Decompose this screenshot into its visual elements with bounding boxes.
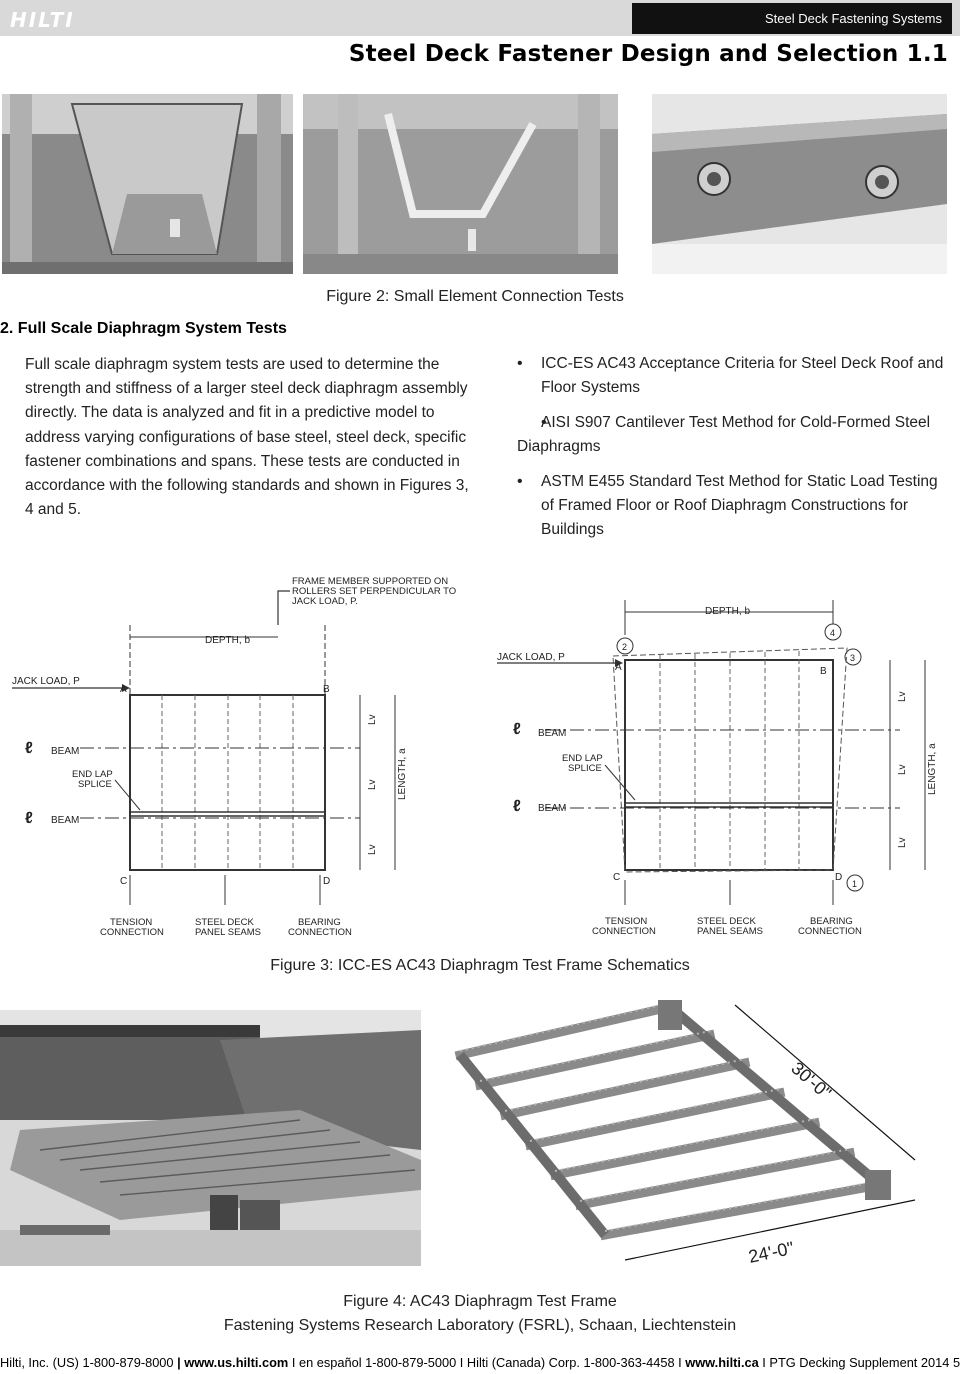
end-lap-label: SPLICE <box>78 779 112 790</box>
test-frame-render <box>440 995 960 1275</box>
node-label: 4 <box>830 628 836 638</box>
footer-link-ca[interactable]: www.hilti.ca <box>685 1355 759 1370</box>
corner-d-label: D <box>323 876 331 887</box>
frame-note-line: FRAME MEMBER SUPPORTED ON <box>292 576 449 587</box>
centerline-symbol: ℓ <box>25 810 33 827</box>
jack-load-label: JACK LOAD, P <box>12 676 80 687</box>
bearing-label: CONNECTION <box>288 927 352 938</box>
lv-label: Lv <box>367 714 378 725</box>
hilti-logo: HILTI <box>10 8 75 32</box>
connection-test-photo-3 <box>652 94 947 274</box>
footer <box>0 1355 960 1370</box>
lv-label: Lv <box>897 837 908 848</box>
beam-label: BEAM <box>51 815 80 826</box>
bearing-label: BEARING <box>298 917 341 928</box>
tension-label: TENSION <box>110 917 153 928</box>
section-paragraph: Full scale diaphragm system tests are used to determine the strength and stiffness of a larger steel deck diaphragm assembly directly. The data is analyzed and fit in a predictive model to address varying configurations of base steel, steel deck, specific fastener combinations and spans. These tests are conducted in accordance with the following standards and shown in Figures 3, 4 and 5. <box>25 356 469 519</box>
figure4-caption-line: Figure 4: AC43 Diaphragm Test Frame <box>343 1293 617 1310</box>
connection-test-photo-1 <box>2 94 293 274</box>
node-label: 3 <box>850 653 856 663</box>
node-label: 2 <box>622 642 628 652</box>
standard-item: • AISI S907 Cantilever Test Method for Cold-Formed Steel Diaphragms <box>517 411 947 459</box>
jack-load-label: JACK LOAD, P <box>497 652 565 663</box>
schematic-right <box>485 590 960 945</box>
tension-label: CONNECTION <box>100 927 164 938</box>
lv-label: Lv <box>367 844 378 855</box>
footer-us-phone: Hilti, Inc. (US) 1-800-879-8000 <box>0 1355 178 1370</box>
end-lap-label: SPLICE <box>568 763 602 774</box>
footer-link-us[interactable]: www.us.hilti.com <box>180 1355 292 1370</box>
corner-b-label: B <box>323 684 330 695</box>
end-lap-label: END LAP <box>562 753 603 764</box>
page-title: Steel Deck Fastener Design and Selection 1.1 <box>348 41 948 67</box>
tension-label: CONNECTION <box>592 926 656 937</box>
figure2-caption: Figure 2: Small Element Connection Tests <box>326 288 624 305</box>
header-bar <box>0 0 960 36</box>
section-label: Steel Deck Fastening Systems <box>632 3 952 34</box>
seams-label: STEEL DECK <box>195 917 254 928</box>
end-lap-label: END LAP <box>72 769 113 780</box>
beam-label: BEAM <box>538 728 567 739</box>
section-heading: 2. Full Scale Diaphragm System Tests <box>0 320 287 337</box>
frame-note-line: ROLLERS SET PERPENDICULAR TO <box>292 586 457 597</box>
footer-separator: | <box>177 1355 181 1370</box>
figure4-caption <box>180 1290 780 1338</box>
seams-label: PANEL SEAMS <box>697 926 763 937</box>
corner-c-label: C <box>613 872 621 883</box>
dimension-30ft: 30'-0" <box>787 1057 836 1104</box>
bearing-label: CONNECTION <box>798 926 862 937</box>
seams-label: STEEL DECK <box>697 916 756 927</box>
centerline-symbol: ℓ <box>513 721 521 738</box>
centerline-symbol: ℓ <box>25 740 33 757</box>
corner-a-label: A <box>615 662 622 673</box>
corner-b-label: B <box>820 666 827 677</box>
corner-c-label: C <box>120 876 128 887</box>
standard-item: • ASTM E455 Standard Test Method for Static Load Testing of Framed Floor or Roof Diaphragm Constructions for Buildings <box>517 470 947 543</box>
lv-label: Lv <box>367 779 378 790</box>
depth-label: DEPTH, b <box>205 635 251 646</box>
centerline-symbol: ℓ <box>513 798 521 815</box>
node-label: 1 <box>852 879 858 889</box>
footer-page-info: I PTG Decking Supplement 2014 5 <box>758 1355 960 1370</box>
footer-contact: I en español 1-800-879-5000 I Hilti (Canada) Corp. 1-800-363-4458 I <box>291 1355 686 1370</box>
seams-label: PANEL SEAMS <box>195 927 261 938</box>
figure4-caption-line: Fastening Systems Research Laboratory (FSRL), Schaan, Liechtenstein <box>223 1317 737 1334</box>
standards-list <box>517 352 947 553</box>
connection-test-photo-2 <box>303 94 618 274</box>
frame-note-line: JACK LOAD, P. <box>292 596 358 607</box>
standard-item: • ICC-ES AC43 Acceptance Criteria for Steel Deck Roof and Floor Systems <box>517 352 947 400</box>
beam-label: BEAM <box>538 803 567 814</box>
corner-d-label: D <box>835 872 843 883</box>
tension-label: TENSION <box>605 916 648 927</box>
corner-a-label: A <box>120 684 127 695</box>
lv-label: Lv <box>897 691 908 702</box>
depth-label: DEPTH, b <box>705 606 751 617</box>
test-frame-photo <box>0 1010 421 1266</box>
length-label: LENGTH, a <box>397 748 408 800</box>
dimension-24ft: 24'-0" <box>746 1237 796 1267</box>
bearing-label: BEARING <box>810 916 853 927</box>
beam-label: BEAM <box>51 746 80 757</box>
lv-label: Lv <box>897 764 908 775</box>
figure3-caption: Figure 3: ICC-ES AC43 Diaphragm Test Frame Schematics <box>270 957 690 974</box>
schematic-left <box>0 565 470 945</box>
length-label: LENGTH, a <box>927 743 938 795</box>
